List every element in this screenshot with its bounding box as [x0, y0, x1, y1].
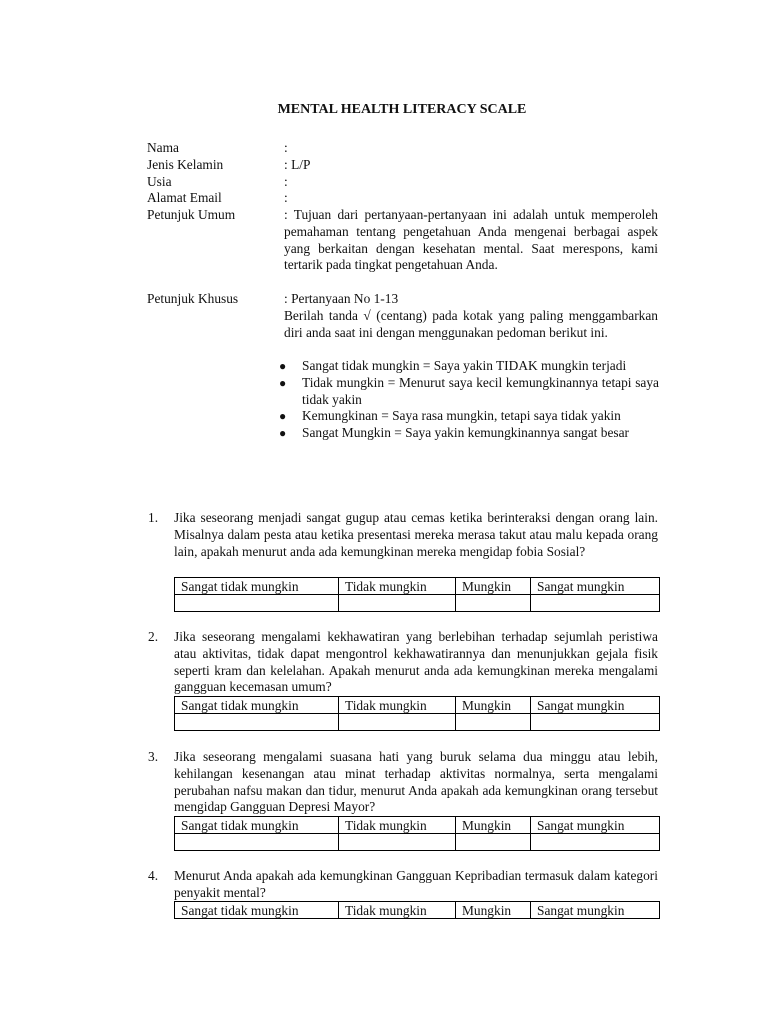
answer-cell[interactable]	[175, 595, 339, 612]
guideline-item	[279, 425, 659, 442]
option-sangat-mungkin: Sangat mungkin	[531, 578, 660, 595]
field-value: :	[284, 174, 288, 189]
option-tidak-mungkin: Tidak mungkin	[339, 817, 456, 834]
petunjuk-umum-label: Petunjuk Umum	[147, 207, 236, 222]
answer-header-row	[175, 902, 660, 919]
bullet-icon: ●	[279, 359, 287, 373]
option-tidak-mungkin: Tidak mungkin	[339, 578, 456, 595]
answer-table-1	[174, 577, 660, 612]
answer-cell[interactable]	[531, 714, 660, 731]
question-text: Jika seseorang mengalami suasana hati yang buruk selama dua minggu atau lebih, kehilangan kesenangan atau minat terhadap aktivitas normalnya, serta mengalami perubahan nafsu makan dan tidur, menurut Anda apakah ada kemungkinan orang tersebut mengidap Gangguan Depresi Mayor?	[174, 749, 658, 815]
option-tidak-mungkin: Tidak mungkin	[339, 697, 456, 714]
petunjuk-khusus-line: : Pertanyaan No 1-13	[284, 291, 399, 306]
answer-cell[interactable]	[531, 595, 660, 612]
field-label: Usia	[147, 174, 172, 189]
field-value: : L/P	[284, 157, 311, 172]
option-sangat-tidak-mungkin: Sangat tidak mungkin	[175, 697, 339, 714]
bullet-icon: ●	[279, 409, 287, 424]
guideline-item	[279, 374, 659, 409]
option-mungkin: Mungkin	[456, 697, 531, 714]
bullet-icon: ●	[279, 426, 287, 441]
answer-cell[interactable]	[175, 714, 339, 731]
answer-cell[interactable]	[339, 834, 456, 851]
guideline-text: Sangat Mungkin = Saya yakin kemungkinannya sangat besar	[302, 425, 629, 441]
question-text: Jika seseorang menjadi sangat gugup atau cemas ketika berinteraksi dengan orang lain. Misalnya dalam pesta atau ketika presentasi mereka merasa takut atau malu kepada orang lain, apakah menurut anda ada kemungkinan mereka mengidap fobia Sosial?	[174, 510, 658, 559]
field-label: Nama	[147, 140, 179, 155]
answer-cell[interactable]	[456, 714, 531, 731]
answer-table-3	[174, 816, 660, 851]
field-value: :	[284, 140, 288, 155]
question-number: 1.	[148, 510, 159, 525]
answer-cell[interactable]	[339, 714, 456, 731]
petunjuk-khusus-label: Petunjuk Khusus	[147, 291, 239, 306]
question-number: 3.	[148, 749, 159, 764]
option-sangat-mungkin: Sangat mungkin	[531, 902, 660, 919]
answer-cell[interactable]	[456, 595, 531, 612]
guideline-text: Sangat tidak mungkin = Saya yakin TIDAK mungkin terjadi	[302, 358, 627, 373]
answer-table-2	[174, 696, 660, 731]
option-mungkin: Mungkin	[456, 902, 531, 919]
answer-header-row	[175, 817, 660, 834]
option-mungkin: Mungkin	[456, 817, 531, 834]
bullet-icon: ●	[279, 375, 287, 390]
answer-cell[interactable]	[531, 834, 660, 851]
guideline-text: Kemungkinan = Saya rasa mungkin, tetapi saya tidak yakin	[302, 408, 621, 424]
guideline-item	[279, 358, 659, 375]
question-number: 2.	[148, 629, 159, 644]
guideline-text: Tidak mungkin = Menurut saya kecil kemungkinannya tetapi saya tidak yakin	[302, 374, 659, 407]
option-tidak-mungkin: Tidak mungkin	[339, 902, 456, 919]
option-sangat-tidak-mungkin: Sangat tidak mungkin	[175, 578, 339, 595]
question-text: Jika seseorang mengalami kekhawatiran yang berlebihan terhadap sejumlah peristiwa atau aktivitas, tidak dapat mengontrol kekhawatirannya dan menunjukkan gejala fisik seperti kram dan kelelahan. Apakah menurut anda ada kemungkinan mereka mengalami gangguan kecemasan umum?	[174, 629, 658, 695]
field-label: Alamat Email	[147, 190, 222, 205]
answer-cell[interactable]	[456, 834, 531, 851]
answer-cell[interactable]	[175, 834, 339, 851]
petunjuk-umum-text: : Tujuan dari pertanyaan-pertanyaan ini adalah untuk memperoleh pemahaman tentang pengetahuan Anda mengenai berbagai aspek yang berkaitan dengan kesehatan mental. Saat merespons, kami tertarik pada tingkat pengetahuan Anda.	[284, 207, 658, 273]
option-sangat-mungkin: Sangat mungkin	[531, 697, 660, 714]
question-number: 4.	[148, 868, 159, 883]
field-value: :	[284, 190, 288, 205]
answer-table-4	[174, 901, 660, 919]
petunjuk-khusus-text: Berilah tanda √ (centang) pada kotak yang paling menggambarkan diri anda saat ini dengan menggunakan pedoman berikut ini.	[284, 308, 658, 340]
answer-header-row	[175, 578, 660, 595]
answer-cell[interactable]	[339, 595, 456, 612]
document-title: MENTAL HEALTH LITERACY SCALE	[277, 102, 527, 117]
option-sangat-tidak-mungkin: Sangat tidak mungkin	[175, 817, 339, 834]
answer-checkbox-row	[175, 834, 660, 851]
answer-checkbox-row	[175, 714, 660, 731]
question-text: Menurut Anda apakah ada kemungkinan Gangguan Kepribadian termasuk dalam kategori penyakit mental?	[174, 868, 658, 900]
option-sangat-mungkin: Sangat mungkin	[531, 817, 660, 834]
answer-header-row	[175, 697, 660, 714]
field-label: Jenis Kelamin	[147, 157, 224, 172]
option-sangat-tidak-mungkin: Sangat tidak mungkin	[175, 902, 339, 919]
option-mungkin: Mungkin	[456, 578, 531, 595]
guideline-list	[279, 358, 659, 442]
guideline-item	[279, 408, 659, 425]
answer-checkbox-row	[175, 595, 660, 612]
